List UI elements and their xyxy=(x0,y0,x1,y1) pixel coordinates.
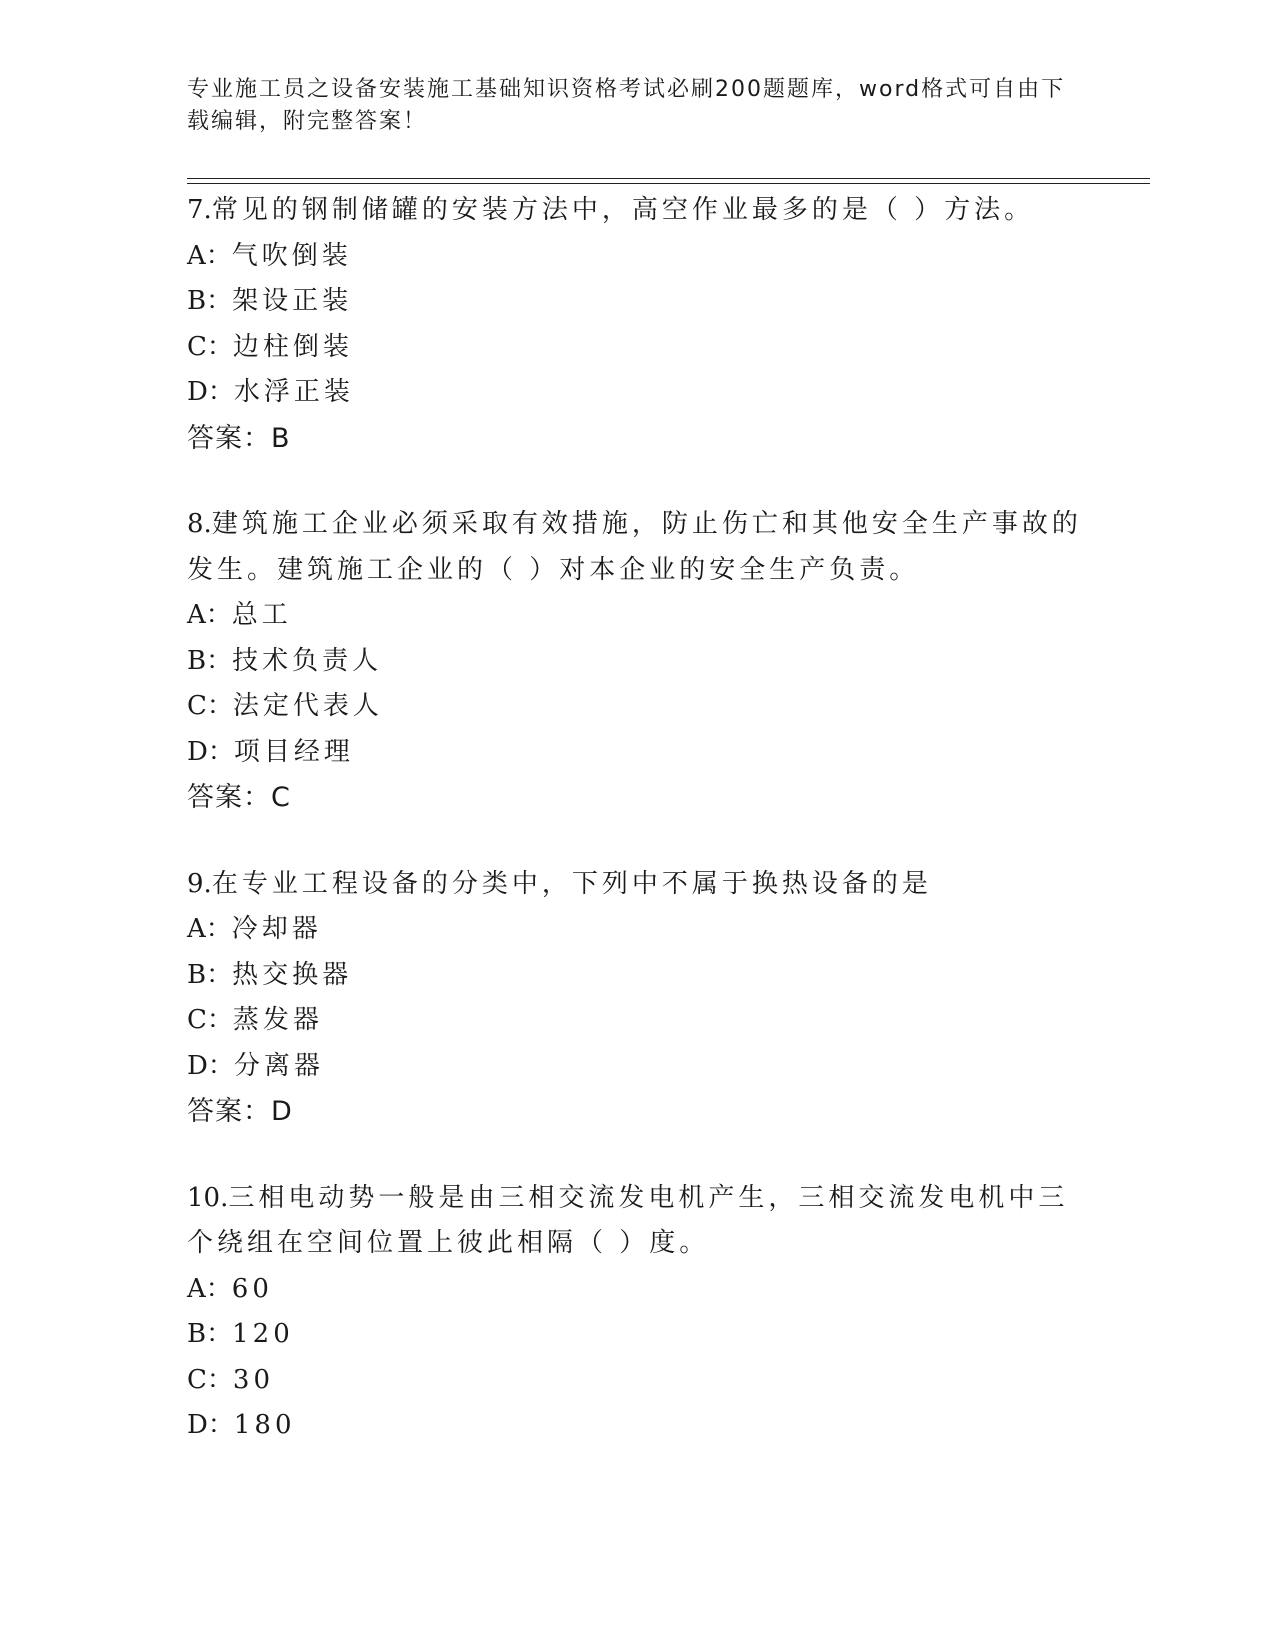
option-letter: B： xyxy=(187,1319,233,1349)
option-letter: D： xyxy=(187,736,234,767)
header-rule-top xyxy=(187,178,1150,179)
option-letter: A： xyxy=(187,600,232,630)
option-text: 气吹倒装 xyxy=(231,240,352,271)
option-letter: A： xyxy=(187,240,232,271)
option-letter: B： xyxy=(187,959,233,990)
option-a xyxy=(187,907,1087,953)
option-c xyxy=(187,998,1087,1044)
answer-line: 答案：C xyxy=(187,782,291,813)
document-header: 专业施工员之设备安装施工基础知识资格考试必刷200题题库，word格式可自由下载编辑，附完整答案！ xyxy=(187,77,1066,134)
question-number: 9. xyxy=(187,868,212,899)
option-letter: C： xyxy=(187,331,233,362)
question-number: 8. xyxy=(187,509,212,539)
question-9 xyxy=(187,862,1087,1135)
option-a xyxy=(187,234,1087,280)
question-stem xyxy=(187,862,1087,908)
option-d xyxy=(187,1044,1087,1090)
option-letter: C： xyxy=(187,1364,233,1395)
option-b xyxy=(187,953,1087,999)
answer-line: 答案：B xyxy=(187,422,291,454)
option-c xyxy=(187,1358,1087,1404)
option-letter: D： xyxy=(187,1410,234,1440)
option-c xyxy=(187,684,1087,730)
question-10 xyxy=(187,1176,1087,1449)
option-a xyxy=(187,593,1087,639)
question-text: 常见的钢制储罐的安装方法中，高空作业最多的是（ ）方法。 xyxy=(211,195,1035,225)
question-list xyxy=(187,188,1087,1490)
option-letter: A： xyxy=(187,1273,232,1304)
option-text: 边柱倒装 xyxy=(232,331,353,362)
question-stem xyxy=(187,188,1087,234)
option-text: 180 xyxy=(233,1410,296,1440)
question-number: 7. xyxy=(187,195,212,225)
option-d xyxy=(187,730,1087,776)
question-stem xyxy=(187,1176,1087,1267)
option-text: 蒸发器 xyxy=(232,1005,323,1035)
option-text: 热交换器 xyxy=(232,959,353,990)
question-number: 10. xyxy=(187,1182,229,1213)
option-b xyxy=(187,639,1087,685)
question-stem xyxy=(187,502,1087,593)
option-text: 项目经理 xyxy=(233,736,354,767)
option-letter: B： xyxy=(187,645,233,676)
option-letter: A： xyxy=(187,914,232,944)
option-text: 冷却器 xyxy=(231,914,322,944)
option-text: 分离器 xyxy=(233,1050,324,1081)
option-text: 总工 xyxy=(231,600,292,630)
option-letter: D： xyxy=(187,1050,234,1081)
option-text: 60 xyxy=(231,1273,273,1304)
question-text: 建筑施工企业必须采取有效措施，防止伤亡和其他安全生产事故的发生。建筑施工企业的（ ）对本企业的安全生产负责。 xyxy=(187,509,1082,585)
question-text: 三相电动势一般是由三相交流发电机产生，三相交流发电机中三个绕组在空间位置上彼此相隔（ ）度。 xyxy=(187,1182,1069,1258)
option-c xyxy=(187,325,1087,371)
option-letter: C： xyxy=(187,1005,233,1035)
question-7 xyxy=(187,188,1087,461)
option-b xyxy=(187,279,1087,325)
option-text: 30 xyxy=(232,1364,274,1395)
header-rule-bottom xyxy=(187,183,1150,184)
option-letter: B： xyxy=(187,286,233,316)
option-d xyxy=(187,1403,1087,1449)
option-text: 法定代表人 xyxy=(232,691,383,721)
option-text: 技术负责人 xyxy=(232,645,383,676)
option-a xyxy=(187,1267,1087,1313)
option-letter: D： xyxy=(187,377,234,407)
question-text: 在专业工程设备的分类中，下列中不属于换热设备的是 xyxy=(211,868,932,899)
option-b xyxy=(187,1312,1087,1358)
option-text: 架设正装 xyxy=(232,286,353,316)
question-8 xyxy=(187,502,1087,821)
option-d xyxy=(187,370,1087,416)
option-letter: C： xyxy=(187,691,233,721)
answer-line: 答案：D xyxy=(187,1096,293,1127)
option-text: 水浮正装 xyxy=(233,377,354,407)
option-text: 120 xyxy=(232,1319,294,1349)
